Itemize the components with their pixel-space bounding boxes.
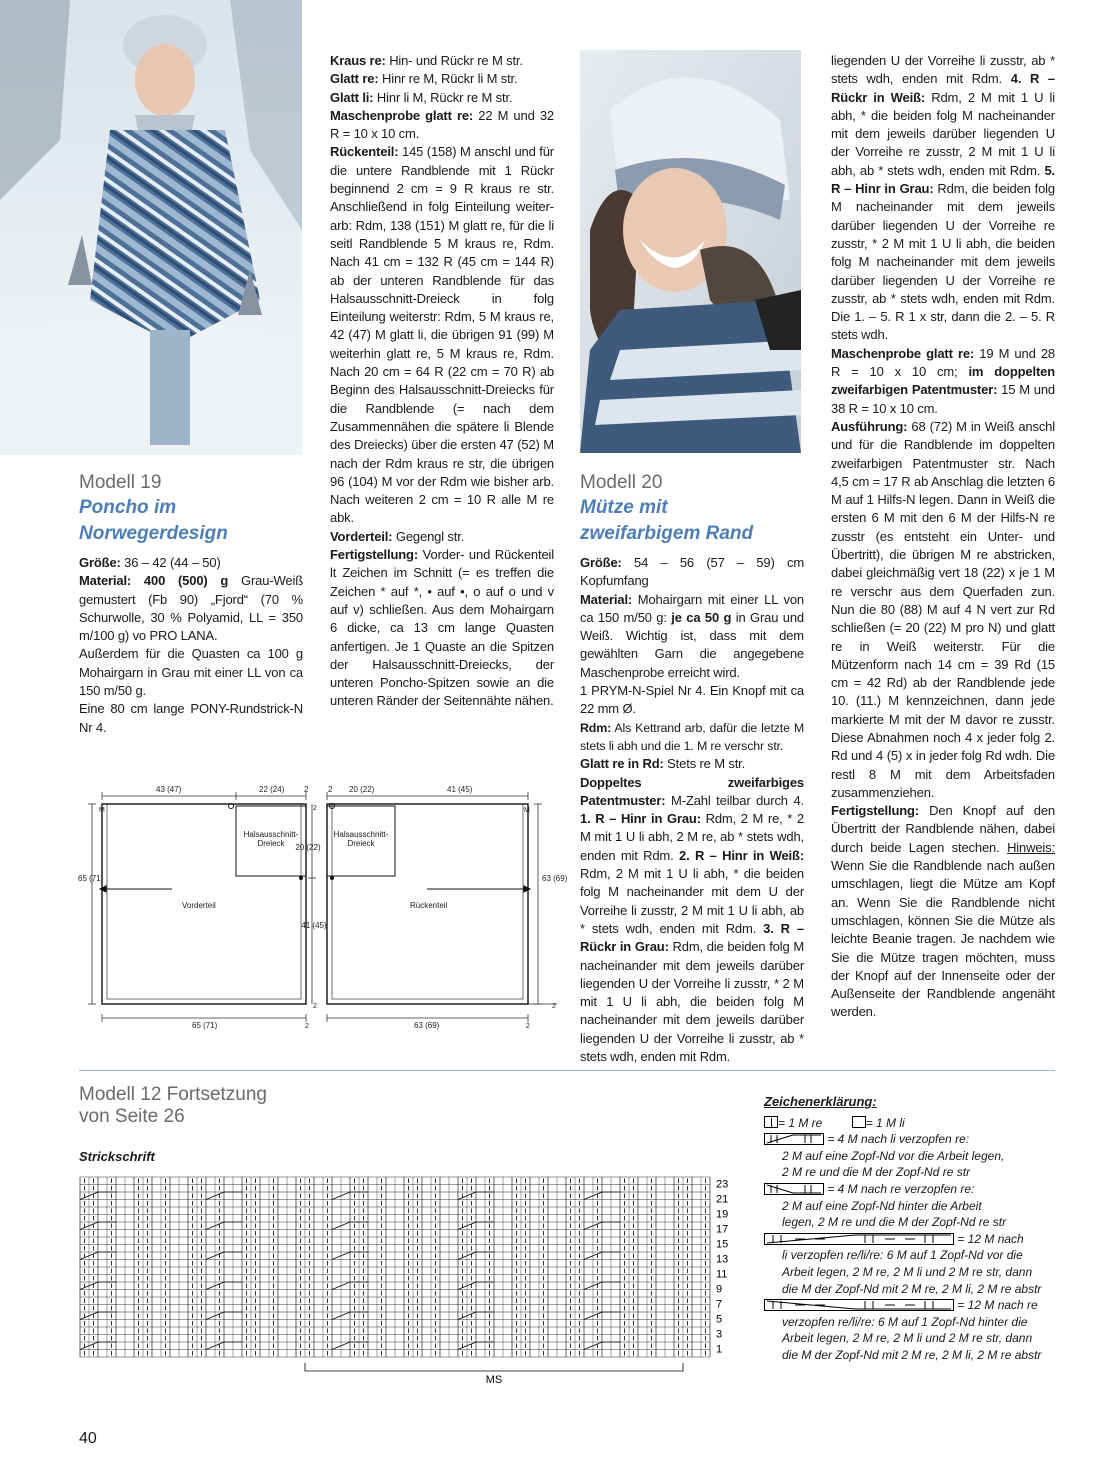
m20-fertig-value: Den Knopf auf den Übertritt der Randblende nähen, dabei durch beide Lagen stechen. <box>831 803 1055 855</box>
knitting-chart <box>80 1177 760 1397</box>
model12-heading-1: Modell 12 Fortsetzung <box>79 1084 267 1105</box>
row3-value: Rdm, die beiden folg M nacheinander mit dem jeweils darüber liegenden U der Vorreihe li zusstr, * 2 M mit 1 U li abh, die beiden folg M nacheinander mit dem jeweils darüber liegenden U der Vorreihe li zusstr, ab * stets wdh, enden mit Rdm. <box>580 939 805 1065</box>
dim-bot-1: 65 (71) <box>192 1021 218 1030</box>
legend-l4d: die M der Zopf-Nd mit 2 M re, 2 M li, 2 M re abstr <box>782 1347 1042 1362</box>
chart-row-number: 7 <box>716 1298 723 1311</box>
neck-triangle-label-back: Halsausschnitt-Dreieck <box>333 830 389 848</box>
m20-mp-bold2: im doppelten zweifarbigen Patentmuster: <box>831 364 1055 398</box>
glatt-rd-value: Stets re M str. <box>663 756 746 772</box>
rdm-value: Als Kettrand arb, dafür die letzte M stets li abh und die 1. M re verschr str. <box>580 720 804 753</box>
model19-heading: Modell 19 <box>79 472 162 493</box>
chart-row-number: 17 <box>716 1223 729 1236</box>
vorderteil-value: Gegengl str. <box>392 528 465 544</box>
m20-groesse-label: Größe: <box>580 555 622 570</box>
neck-triangle-label-front: Halsausschnitt-Dreieck <box>243 830 299 848</box>
legend-li: = 1 M li <box>865 1115 905 1130</box>
row3-continuation: liegenden U der Vorreihe li zusstr, ab * stets wdh, enden mit Rdm. <box>831 53 1055 87</box>
row4-label: 4. R – Rückr in Weiß: <box>831 71 1055 105</box>
legend-l2a: = 4 M nach re verzopfen re: <box>824 1181 975 1196</box>
poncho-illustration <box>0 0 302 455</box>
glattli-label: Glatt li: <box>330 89 374 105</box>
chart-row-number: 15 <box>716 1238 729 1251</box>
model20-heading: Modell 20 <box>580 472 663 493</box>
dim-bot-2: 63 (69) <box>414 1021 440 1030</box>
legend-l3c: Arbeit legen, 2 M re, 2 M li und 2 M re str, dann <box>782 1264 1033 1279</box>
chart-row-number: 1 <box>716 1343 723 1356</box>
kraus-label: Kraus re: <box>330 53 386 68</box>
chart-row-number: 21 <box>716 1193 729 1206</box>
legend-re: = 1 M re <box>778 1115 823 1130</box>
maschenprobe-label: Maschenprobe glatt re: <box>330 107 474 123</box>
m20-mp-value: 19 M und 28 R = 10 x 10 cm; <box>831 345 1055 380</box>
mark-m-left: M <box>99 807 105 814</box>
legend-l3d: die M der Zopf-Nd mit 2 M re, 2 M li, 2 M re abstr <box>782 1281 1042 1296</box>
material-value: Grau-Weiß gemustert (Fb 90) „Fjord“ (70 % Schurwolle, 30 % Polyamid, LL = 350 m/100 g) vo PRO LANA. <box>79 573 303 644</box>
row1-value: Rdm, 2 M re, * 2 M mit 1 U li abh, 2 M re, ab * stets wdh, enden mit Rdm. <box>580 811 804 863</box>
section-divider <box>79 1070 1055 1071</box>
kraus-value: Hin- und Rückr re M str. <box>385 53 523 68</box>
rueckenteil-label: Rückenteil: <box>330 144 399 160</box>
dim-mid-20: 20 (22) <box>295 843 321 852</box>
row2-value: Rdm, 2 M mit 1 U li abh, * die beiden folg M nacheinander mit dem U der Vorreihe li zusstr, 2 M mit 1 U li abh, ab * stets wdh, enden mit Rdm. <box>580 866 804 936</box>
row4-value: Rdm, 2 M mit 1 U li abh, * die beiden folg M nacheinander mit dem jeweils darüber liegenden U der Vorreihe re zusstr, 2 M mit 1 U li abh, ab * stets wdh, enden mit Rdm. <box>831 89 1056 178</box>
patentmuster-label: Doppeltes zweifarbiges Patentmuster: <box>580 774 804 808</box>
mark-m-right: M <box>524 807 530 814</box>
fertigstellung-value: Vorder- und Rückenteil lt Zeichen im Schnitt (= es treffen die Zeichen * auf *, • auf •, o auf o und v auf v) schließen. Aus dem Mohairgarn 6 dicke, ca 13 cm lange Quasten anfertigen. Je 1 Quaste an die Spitzen der Halsausschnitt-Dreiecks, der unteren Poncho-Spitzen sowie an die unteren Ränder der Seitennähte nähen. <box>330 547 554 709</box>
legend-l1b: 2 M auf eine Zopf-Nd vor die Arbeit legen, <box>782 1148 1005 1163</box>
legend-l2b: 2 M auf eine Zopf-Nd hinter die Arbeit <box>782 1198 982 1213</box>
dim-top-5: 20 (22) <box>349 785 375 794</box>
legend-l1c: 2 M re und die M der Zopf-Nd re str <box>782 1165 971 1180</box>
ausfuehrung-label: Ausführung: <box>831 418 908 434</box>
legend-l2c: legen, 2 M re und die M der Zopf-Nd re str <box>782 1215 1007 1230</box>
dim-top-3: 2 <box>304 785 309 794</box>
vorderteil-label: Vorderteil: <box>330 528 393 544</box>
ausfuehrung-value: 68 (72) M in Weiß anschl und für die Randblende im doppelten zweifarbigen Patentmuster str. Nach 4,5 cm = 17 R ab Anschlag die letzten 6 M auf 1 Hilfs-N legen. Dann in Weiß die ersten 6 M mit den 6 M der Hilfs-N re zusstr (es entsteht ein Unter- und Übertritt), die übrigen M re abstricken, dabei gleichmäßig vert 18 (22) x je 1 M re verschr aus dem Querfaden zun. Nun die 80 (88) M auf 4 N vert zur Rd schließen (= 20 (22) M pro N) und glatt re in Weiß weiterstr. Für die Mützenform nach 14 cm = 39 Rd (15 cm = 42 Rd) ab der Randblende jede 10. (11.) M kennzeichnen, dann jede markierte M mit der M davor re zusstr. Diese Abnahmen noch 4 x jeder folg 2. Rd und 4 (5) x in jeder folg Rd wdh. Die restl 8 M mit dem Arbeitsfaden zusammenziehen. <box>831 418 1055 800</box>
dim-mid-41: 41 (45) <box>301 921 327 930</box>
page-number: 40 <box>79 1430 97 1447</box>
extra-needle: Eine 80 cm lange PONY-Rundstrick-N Nr 4. <box>79 701 303 735</box>
hinweis-label: Hinweis: <box>1007 839 1055 855</box>
model12-heading-2: von Seite 26 <box>79 1106 185 1127</box>
m20-extra: 1 PRYM-N-Spiel Nr 4. Ein Knopf mit ca 22 mm Ø. <box>580 683 804 717</box>
legend-title: Zeichenerklärung: <box>764 1094 877 1109</box>
m20-mp-label: Maschenprobe glatt re: <box>831 345 975 361</box>
chart-row-number: 23 <box>716 1178 729 1191</box>
legend-l4c: Arbeit legen, 2 M re, 2 M li und 2 M re str, dann <box>782 1331 1033 1346</box>
chart-row-number: 5 <box>716 1313 723 1326</box>
m20-material-value-2: in Grau und Weiß. Wichtig ist, dass mit dem gewählten Garn die angegebene Maschenprobe erreicht wird. <box>580 609 804 680</box>
rueckenteil-value: 145 (158) M anschl und für die untere Randblende mit 1 Rückr beginnend 2 cm = 9 R kraus re str. Anschließend in folg Einteilung weiter-arb: Rdm, 138 (151) M glatt re, für die li seitl Randblende 5 M kraus re, Rdm. Nach 41 cm = 132 R (45 cm = 144 R) ab der unteren Randblende für das Halsausschnitt-Dreieck in folg Einteilung weiterstr: Rdm, 5 M kraus re, 42 (47) M glatt li, die übrigen 91 (99) M weiterhin glatt re, 5 M kraus re, Rdm. Nach 20 cm = 64 R (22 cm = 70 R) ab Beginn des Halsausschnitt-Dreiecks für die Randblende (= nach dem Zusammennähen die spätere li Blende des Dreiecks) über die ersten 47 (52) M nach der Rdm kraus re str, die übrigen 96 (104) M vor der Rdm wie bisher arb. Nach weiteren 2 cm = 10 R alle M re abk. <box>330 144 554 526</box>
fertigstellung-label: Fertigstellung: <box>330 547 419 563</box>
chart-ms-label: MS <box>485 1374 503 1386</box>
model20-column-2 <box>831 52 1055 1022</box>
rdm-label: Rdm: <box>580 720 612 735</box>
m20-mp-value2: 15 M und 38 R = 10 x 10 cm. <box>831 382 1055 416</box>
model20-subtitle-2: zweifarbigem Rand <box>580 523 754 544</box>
legend-l3b: li verzopfen re/li/re: 6 M auf 1 Zopf-Nd vor die <box>782 1248 1023 1263</box>
hat-illustration <box>580 50 801 453</box>
groesse-value: 36 – 42 (44 – 50) <box>120 555 221 570</box>
model19-material-column <box>79 554 303 737</box>
photo-hat <box>580 50 801 453</box>
m20-material-value-1: Mohairgarn mit einer LL von ca 150 m/50 g: <box>580 591 804 625</box>
dim-top-6: 41 (45) <box>447 785 473 794</box>
dim-right: 63 (69) <box>542 874 568 883</box>
extra-tassels: Außerdem für die Quasten ca 100 g Mohairgarn in Grau mit einer LL von ca 150 m/50 g. <box>79 646 303 699</box>
groesse-label: Größe: <box>79 555 121 570</box>
dim-left: 65 (71) <box>78 874 104 883</box>
label-rueckenteil: Rückenteil <box>410 901 448 910</box>
patentmuster-value: M-Zahl teilbar durch 4. <box>665 792 804 808</box>
strickschrift-label: Strickschrift <box>79 1149 155 1164</box>
row1-label: 1. R – Hinr in Grau: <box>580 811 701 827</box>
chart-row-number: 13 <box>716 1253 729 1266</box>
model19-instructions-column <box>330 52 554 711</box>
model19-subtitle-1: Poncho im <box>79 497 177 518</box>
legend-l1a: = 4 M nach li verzopfen re: <box>824 1132 970 1147</box>
chart-row-number: 9 <box>716 1283 723 1296</box>
mark-2-bottom-left: 2 <box>305 1023 309 1030</box>
chart-row-number: 3 <box>716 1328 723 1341</box>
mark-2-bottom-right: 2 <box>552 1003 556 1010</box>
cable-left-4-icon <box>764 1133 824 1145</box>
row2-label: 2. R – Hinr in Weiß: <box>679 847 804 863</box>
model19-subtitle-2: Norwegerdesign <box>79 523 228 544</box>
glatt-rd-label: Glatt re in Rd: <box>580 756 664 772</box>
m20-material-bold: je ca 50 g <box>671 609 732 625</box>
legend-l3a: = 12 M nach <box>954 1231 1024 1246</box>
chart-row-number: 11 <box>716 1268 728 1281</box>
knit-symbol-icon <box>764 1116 778 1128</box>
dim-top-4: 2 <box>328 785 333 794</box>
glattli-value: Hinr li M, Rückr re M str. <box>373 89 513 105</box>
cable-left-12-icon <box>764 1233 954 1245</box>
model20-subtitle-1: Mütze mit <box>580 497 668 518</box>
legend-l4b: verzopfen re/li/re: 6 M auf 1 Zopf-Nd hinter die <box>782 1314 1028 1329</box>
legend-l4a: = 12 M nach re <box>954 1298 1038 1313</box>
photo-poncho <box>0 0 302 455</box>
legend <box>764 1094 1064 1364</box>
mark-2-bottom-right2: 2 <box>526 1023 530 1030</box>
hinweis-value: Wenn Sie die Randblende nach außen umschlagen, liegt die Mütze am Kopf an. Wenn Sie die Randblende nicht umschlagen, können Sie die Mütze als leichte Beanie tragen. Je nachdem wie Sie die Mütze tragen möchten, muss der Knopf auf der Innenseite oder der Außenseite der Randblende angenäht werden. <box>831 858 1055 1020</box>
cable-right-12-icon <box>764 1299 954 1311</box>
maschenprobe-value: 22 M und 32 R = 10 x 10 cm. <box>330 107 554 142</box>
row5-value: Rdm, die beiden folg M nacheinander mit dem jeweils darüber liegenden U der Vorreihe re zusstr, * 2 M mit 1 U li abh, die beiden folg M nacheinander mit dem jeweils darüber liegenden U der Vorreihe re zusstr, ab * stets wdh, enden mit Rdm. Die 1. – 5. R 1 x str, dann die 2. – 5. R stets wdh. <box>831 181 1055 343</box>
glattre-label: Glatt re: <box>330 71 379 87</box>
m20-groesse-value: 54 – 56 (57 – 59) cm Kopfumfang <box>580 555 804 589</box>
glattre-value: Hinr re M, Rückr li M str. <box>378 71 518 87</box>
pattern-schematic <box>72 778 568 1038</box>
dim-top-1: 43 (47) <box>156 785 182 794</box>
row3-label: 3. R – Rückr in Grau: <box>580 920 804 955</box>
model20-column-1 <box>580 554 804 1066</box>
row5-label: 5. R – Hinr in Grau: <box>831 162 1055 197</box>
chart-row-number: 19 <box>716 1208 729 1221</box>
purl-symbol-icon <box>852 1116 866 1128</box>
material-label: Material: 400 (500) g <box>79 573 229 589</box>
cable-right-4-icon <box>764 1183 824 1195</box>
label-vorderteil: Vorderteil <box>182 901 216 910</box>
mark-2-bottom-center: 2 <box>313 1003 317 1010</box>
dim-top-2: 22 (24) <box>259 785 285 794</box>
mark-2-center: 2 <box>313 805 317 812</box>
m20-material-label: Material: <box>580 591 633 607</box>
m20-fertig-label: Fertigstellung: <box>831 803 920 819</box>
